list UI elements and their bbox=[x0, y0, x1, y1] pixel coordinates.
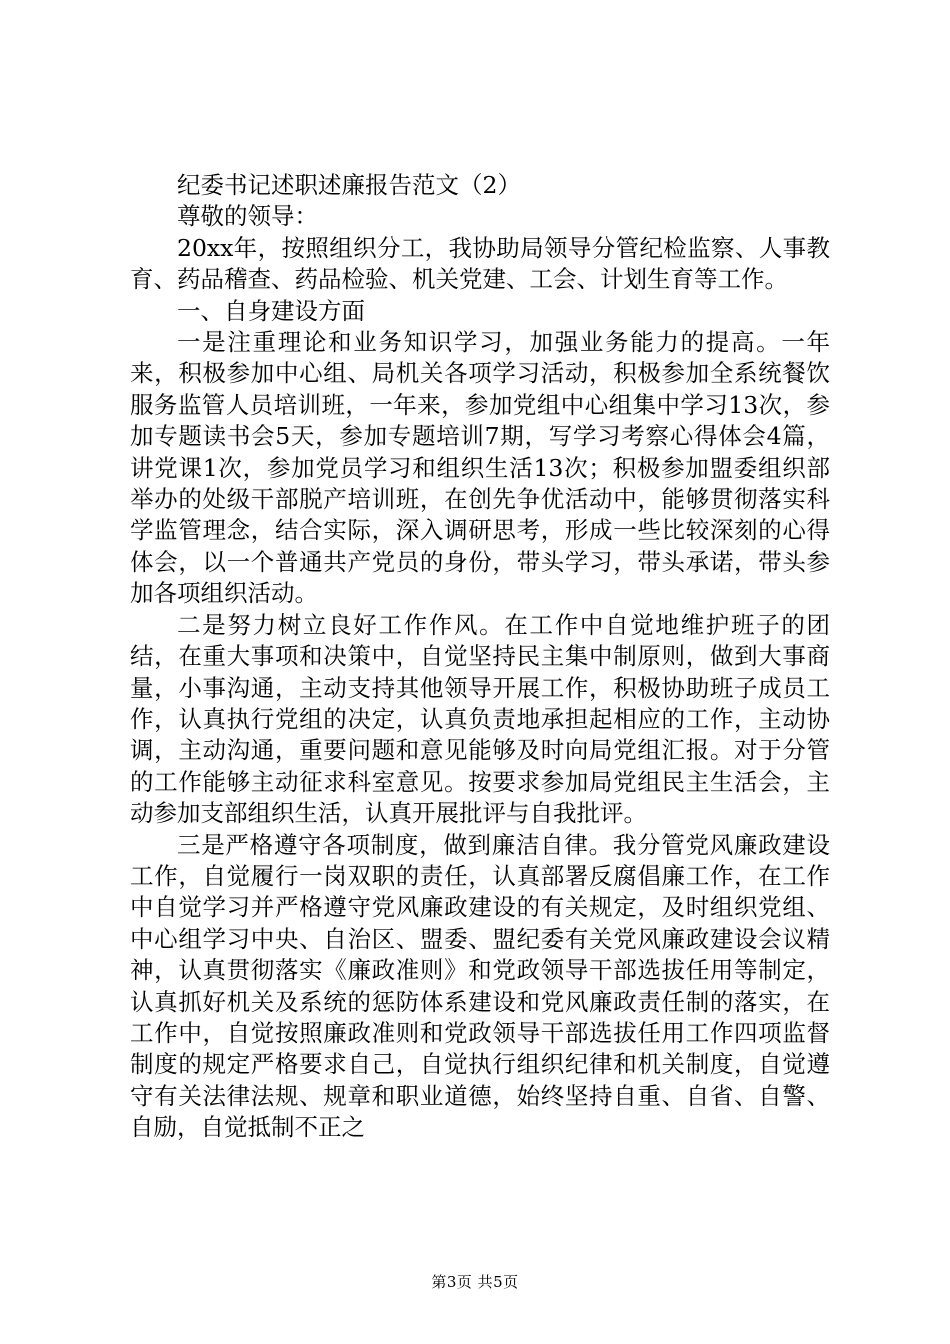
paragraph-integrity: 三是严格遵守各项制度，做到廉洁自律。我分管党风廉政建设工作，自觉履行一岗双职的责任，认真部署反腐倡廉工作，在工作中自觉学习并严格遵守党风廉政建设的有关规定，及时组织党组、中心组学习中央、自治区、盟委、盟纪委有关党风廉政建设会议精神，认真贯彻落实《廉政准则》和党政领导干部选拔任用等制定，认真抓好机关及系统的惩防体系建设和党风廉政责任制的落实，在工作中，自觉按照廉政准则和党政领导干部选拔任用工作四项监督制度的规定严格要求自己，自觉执行组织纪律和机关制度，自觉遵守有关法律法规、规章和职业道德，始终坚持自重、自省、自警、自励，自觉抵制不正之 bbox=[130, 830, 830, 1142]
document-body bbox=[130, 170, 830, 1144]
page-footer: 第3页 共5页 bbox=[431, 1273, 519, 1291]
paragraph-intro: 20xx年，按照组织分工，我协助局领导分管纪检监察、人事教育、药品稽查、药品检验、机关党建、工会、计划生育等工作。 bbox=[130, 233, 830, 294]
paragraph-work-style: 二是努力树立良好工作作风。在工作中自觉地维护班子的团结，在重大事项和决策中，自觉坚持民主集中制原则，做到大事商量，小事沟通，主动支持其他领导开展工作，积极协助班子成员工作，认真执行党组的决定，认真负责地承担起相应的工作，主动协调，主动沟通，重要问题和意见能够及时向局党组汇报。对于分管的工作能够主动征求科室意见。按要求参加局党组民主生活会，主动参加支部组织生活，认真开展批评与自我批评。 bbox=[130, 610, 830, 828]
document-title: 纪委书记述职述廉报告范文（2） bbox=[177, 171, 521, 199]
section-heading: 一、自身建设方面 bbox=[177, 296, 365, 325]
salutation: 尊敬的领导： bbox=[177, 202, 318, 231]
paragraph-study: 一是注重理论和业务知识学习，加强业务能力的提高。一年来，积极参加中心组、局机关各项学习活动，积极参加全系统餐饮服务监管人员培训班，一年来，参加党组中心组集中学习13次，参加专题读书会5天，参加专题培训7期，写学习考察心得体会4篇，讲党课1次，参加党员学习和组织生活13次；积极参加盟委组织部举办的处级干部脱产培训班，在创先争优活动中，能够贯彻落实科学监管理念，结合实际，深入调研思考，形成一些比较深刻的心得体会，以一个普通共产党员的身份，带头学习，带头承诺，带头参加各项组织活动。 bbox=[130, 328, 830, 608]
